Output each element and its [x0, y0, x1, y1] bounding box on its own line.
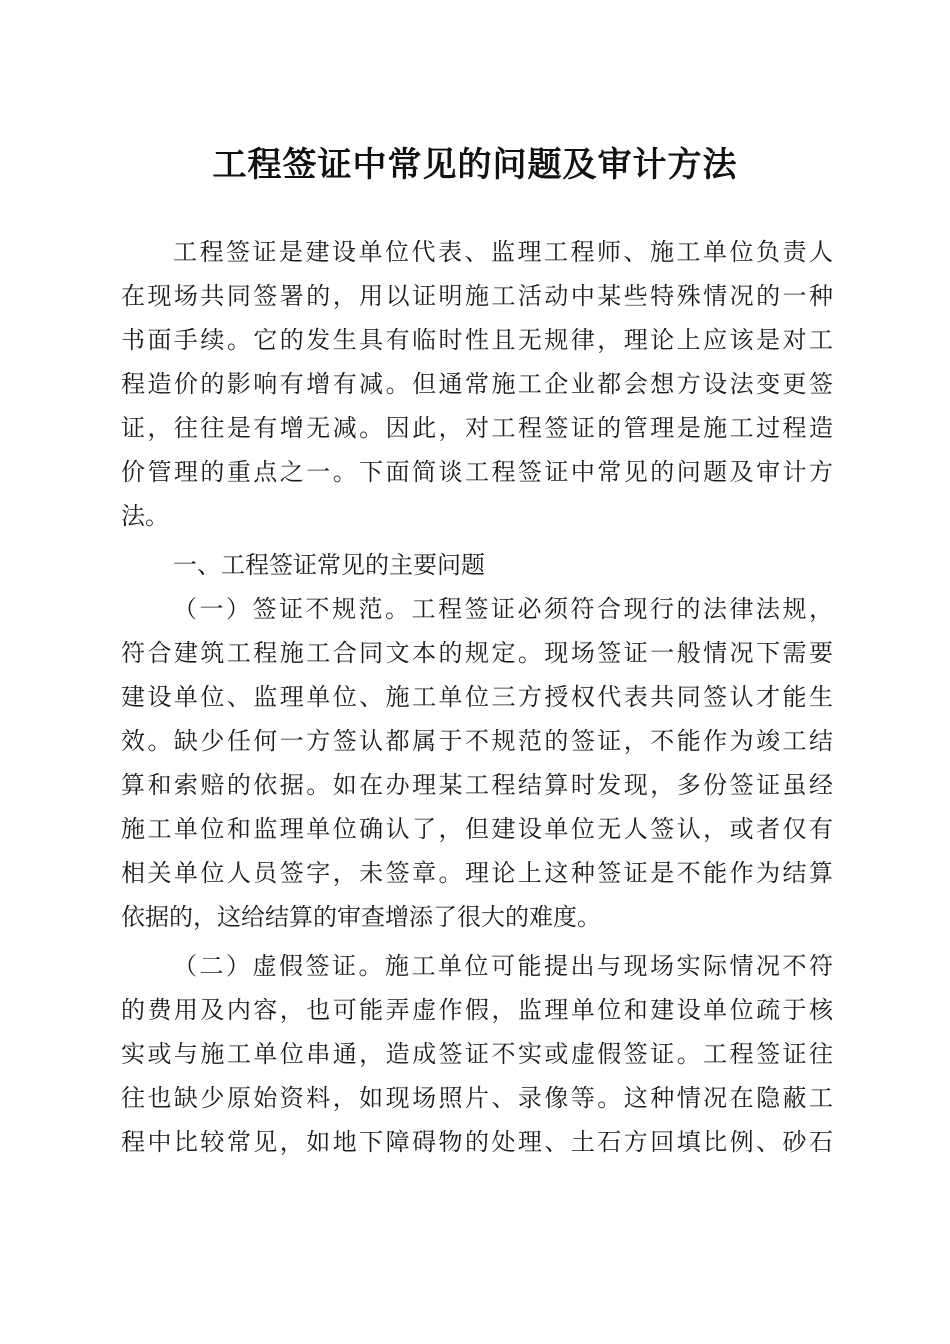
text-line: 建设单位、监理单位、施工单位三方授权代表共同签认才能生 [121, 683, 833, 711]
item-1-paragraph [121, 587, 833, 939]
text-line: 证，往往是有增无减。因此，对工程签证的管理是施工过程造 [121, 414, 833, 442]
text-line: 书面手续。它的发生具有临时性且无规律，理论上应该是对工 [121, 326, 833, 354]
text-line: 往也缺少原始资料，如现场照片、录像等。这种情况在隐蔽工 [121, 1084, 833, 1112]
text-line: 的费用及内容，也可能弄虚作假，监理单位和建设单位疏于核 [121, 996, 833, 1024]
text-line: 效。缺少任何一方签认都属于不规范的签证，不能作为竣工结 [121, 727, 833, 755]
section-heading: 一、工程签证常见的主要问题 [173, 551, 485, 579]
text-line: 施工单位和监理单位确认了，但建设单位无人签认，或者仅有 [121, 815, 833, 843]
text-line: 程造价的影响有增有减。但通常施工企业都会想方设法变更签 [121, 370, 833, 398]
text-line: 程中比较常见，如地下障碍物的处理、土石方回填比例、砂石 [121, 1128, 833, 1156]
text-line: 算和索赔的依据。如在办理某工程结算时发现，多份签证虽经 [121, 771, 833, 799]
text-line: 在现场共同签署的，用以证明施工活动中某些特殊情况的一种 [121, 282, 833, 310]
item-2-paragraph [121, 944, 833, 1164]
text-line: 依据的，这给结算的审查增添了很大的难度。 [121, 903, 601, 931]
text-line: 法。 [121, 502, 169, 530]
text-line: 价管理的重点之一。下面简谈工程签证中常见的问题及审计方 [121, 458, 833, 486]
document-title: 工程签证中常见的问题及审计方法 [212, 145, 738, 185]
text-line: 相关单位人员签字，未签章。理论上这种签证是不能作为结算 [121, 859, 833, 887]
text-line: （二）虚假签证。施工单位可能提出与现场实际情况不符 [173, 952, 833, 980]
section-heading-block [121, 543, 833, 587]
text-line: 实或与施工单位串通，造成签证不实或虚假签证。工程签证往 [121, 1040, 833, 1068]
intro-paragraph [121, 230, 833, 538]
text-line: （一）签证不规范。工程签证必须符合现行的法律法规， [173, 595, 833, 623]
text-line: 工程签证是建设单位代表、监理工程师、施工单位负责人 [173, 238, 833, 266]
text-line: 符合建筑工程施工合同文本的规定。现场签证一般情况下需要 [121, 639, 833, 667]
